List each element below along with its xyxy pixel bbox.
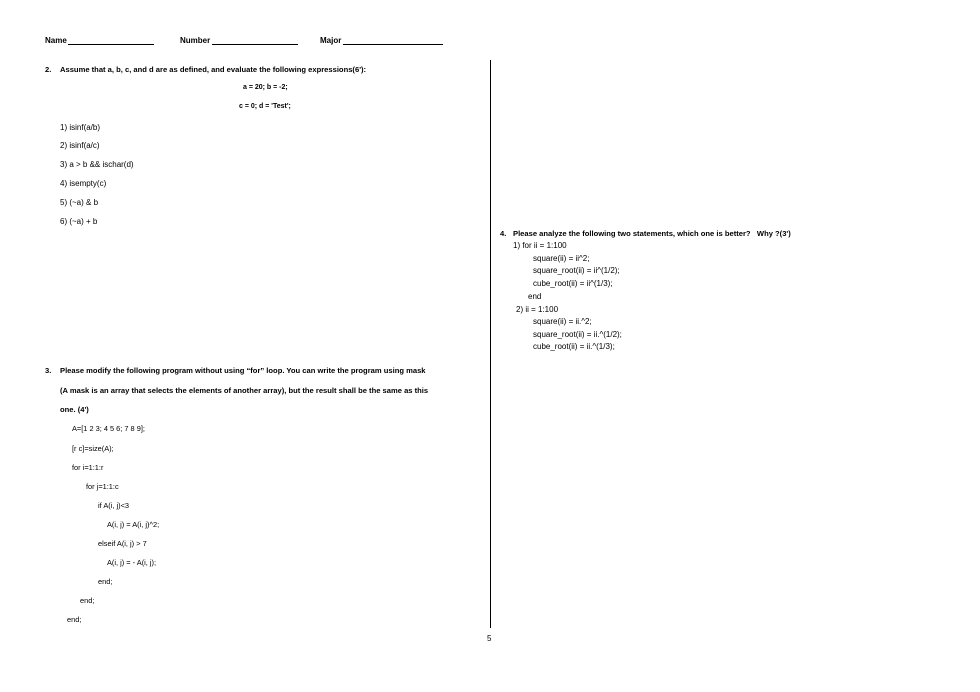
q3-number: 3. (45, 366, 52, 375)
q4-code-line: 1) for ii = 1:100 (513, 241, 567, 250)
q4-code-line: square(ii) = ii^2; (533, 254, 590, 263)
number-label: Number (180, 36, 211, 45)
q4-code-line: cube_root(ii) = ii^(1/3); (533, 279, 613, 288)
q4-code-line: 2) ii = 1:100 (516, 305, 559, 314)
major-field[interactable] (343, 44, 443, 45)
q3-code-line: A(i, j) = A(i, j)^2; (107, 520, 160, 529)
q2-item: 2) isinf(a/c) (60, 141, 100, 150)
name-field[interactable] (68, 44, 154, 45)
q4-code-line: square_root(ii) = ii^(1/2); (533, 266, 620, 275)
q3-code-line: end; (98, 577, 113, 586)
number-field[interactable] (212, 44, 298, 45)
name-label: Name (45, 36, 67, 45)
q4-code-line: square(ii) = ii.^2; (533, 317, 592, 326)
q3-code-line: for j=1:1:c (86, 482, 119, 491)
column-divider (490, 60, 491, 628)
q4-prompt: Please analyze the following two statements, which one is better? Why ?(3') (513, 229, 791, 238)
q3-code-line: for i=1:1:r (72, 463, 104, 472)
q2-item: 5) (~a) & b (60, 198, 99, 207)
q2-item: 6) (~a) + b (60, 217, 98, 226)
q2-def-line: c = 0; d = 'Test'; (239, 103, 291, 110)
q4-number: 4. (500, 229, 507, 238)
q2-item: 1) isinf(a/b) (60, 123, 101, 132)
q2-item: 3) a > b && ischar(d) (60, 160, 134, 169)
q3-code-line: elseif A(i, j) > 7 (98, 539, 147, 548)
q3-code-line: if A(i, j)<3 (98, 501, 130, 510)
q2-item: 4) isempty(c) (60, 179, 107, 188)
q3-prompt-line: (A mask is an array that selects the elements of another array), but the result shall be the same as this (60, 386, 429, 395)
q3-code-line: [r c]=size(A); (72, 444, 114, 453)
q4-code-line: square_root(ii) = ii.^(1/2); (533, 330, 622, 339)
q3-code-line: A(i, j) = - A(i, j); (107, 558, 157, 567)
q4-code-line: cube_root(ii) = ii.^(1/3); (533, 342, 615, 351)
q2-def-line: a = 20; b = -2; (243, 84, 288, 91)
major-label: Major (320, 36, 342, 45)
q4-code-line: end (528, 292, 542, 301)
q3-code-line: end; (67, 615, 82, 624)
q3-code-line: end; (80, 596, 95, 605)
q3-prompt-line: Please modify the following program without using “for” loop. You can write the program using mask (60, 366, 426, 375)
page-number: 5 (487, 634, 492, 643)
q2-number: 2. (45, 65, 52, 74)
q3-prompt-line: one. (4') (60, 405, 89, 414)
q2-prompt: Assume that a, b, c, and d are as defined, and evaluate the following expressions(6'): (60, 65, 367, 74)
q3-code-line: A=[1 2 3; 4 5 6; 7 8 9]; (72, 424, 145, 433)
